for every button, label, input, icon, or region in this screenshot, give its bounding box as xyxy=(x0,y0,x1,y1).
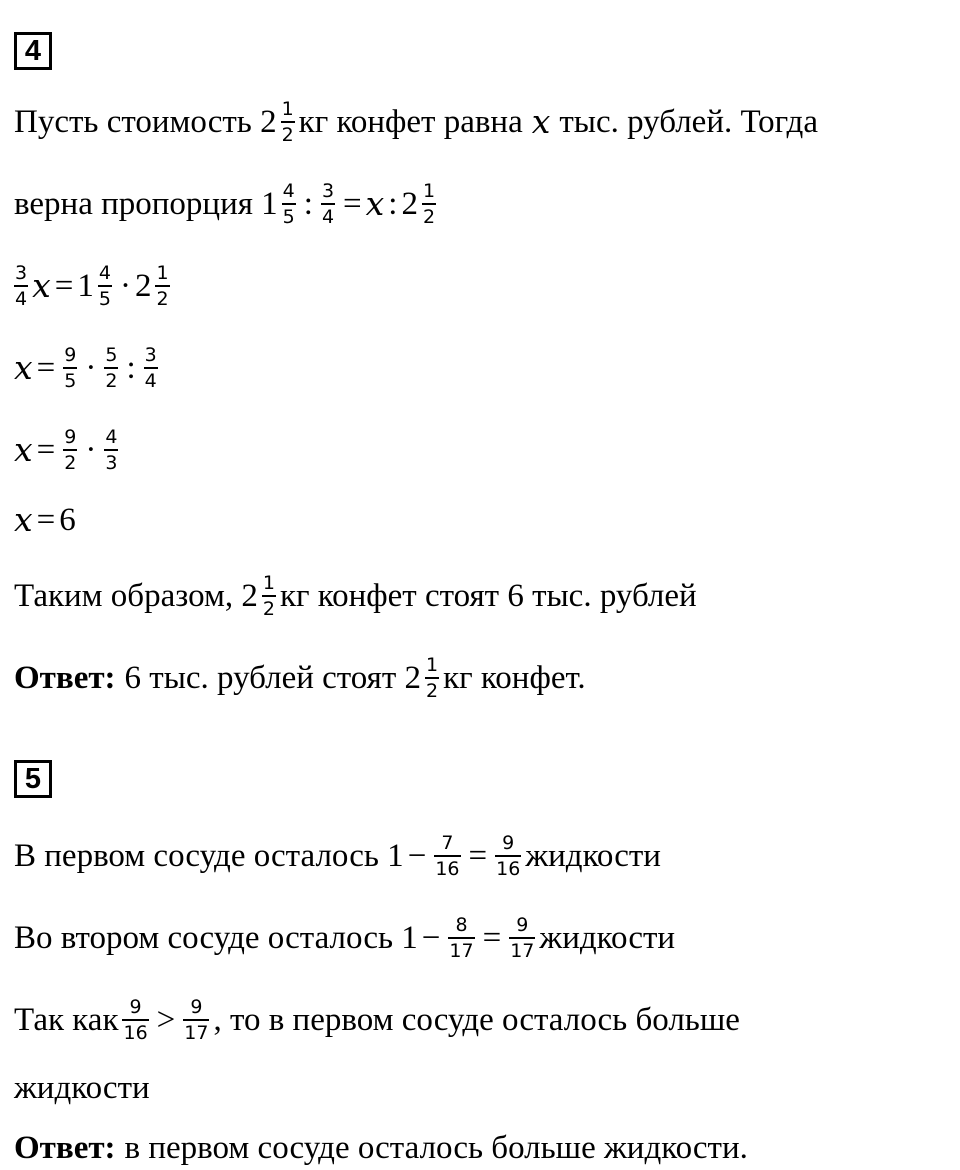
operator: − xyxy=(407,838,427,874)
variable: x xyxy=(14,430,33,469)
operator: = xyxy=(36,432,56,468)
fraction: $\frac{4}{3}$ xyxy=(105,426,118,474)
text: тыс. рублей. Тогда xyxy=(559,104,818,140)
operator: = xyxy=(36,502,56,538)
fraction: $\frac{9}{17}$ xyxy=(184,996,209,1044)
text: 2 xyxy=(401,186,418,222)
text: 1 xyxy=(77,268,94,304)
text: Таким образом, 2 xyxy=(14,578,258,614)
fraction: $\frac{1}{2}$ xyxy=(422,180,436,228)
task-5-number: 5 xyxy=(14,760,52,798)
task-5-line-4 xyxy=(14,1068,150,1108)
variable: x xyxy=(531,102,551,141)
task-4-line-5 xyxy=(14,426,122,474)
fraction: $\frac{1}{2}$ xyxy=(281,98,294,146)
fraction: $\frac{9}{2}$ xyxy=(64,426,77,474)
text: 6 тыс. рублей стоят 2 xyxy=(124,660,422,696)
fraction: $\frac{3}{4}$ xyxy=(15,262,28,310)
text: Во втором сосуде осталось 1 xyxy=(14,920,418,956)
text: жидкости xyxy=(525,838,661,874)
text: 2 xyxy=(134,268,152,304)
operator: · xyxy=(85,350,97,386)
text: кг конфет. xyxy=(443,660,586,696)
fraction: $\frac{1}{2}$ xyxy=(156,262,169,310)
fraction: $\frac{9}{16}$ xyxy=(123,996,148,1044)
fraction: $\frac{1}{2}$ xyxy=(426,654,439,702)
fraction: $\frac{9}{5}$ xyxy=(64,344,77,392)
fraction: $\frac{3}{4}$ xyxy=(321,180,335,228)
text: кг конфет равна xyxy=(298,104,523,140)
variable: x xyxy=(32,266,51,305)
fraction: $\frac{4}{5}$ xyxy=(282,180,295,228)
fraction: $\frac{3}{4}$ xyxy=(144,344,157,392)
operator: : xyxy=(303,186,313,222)
fraction: $\frac{9}{17}$ xyxy=(510,914,535,962)
fraction: $\frac{8}{17}$ xyxy=(449,914,474,962)
task-4-answer xyxy=(14,654,586,702)
task-4-line-6 xyxy=(14,500,76,540)
answer-label: Ответ: xyxy=(14,1130,116,1166)
text: жидкости xyxy=(539,920,676,956)
fraction: $\frac{5}{2}$ xyxy=(105,344,118,392)
task-4-line-4 xyxy=(14,344,162,392)
text: жидкости xyxy=(14,1070,150,1106)
task-4-line-2 xyxy=(14,180,440,228)
text: верна пропорция 1 xyxy=(14,186,278,222)
answer-label: Ответ: xyxy=(14,660,116,696)
variable: x xyxy=(14,500,33,539)
task-5-line-3 xyxy=(14,996,740,1044)
text: кг конфет стоят 6 тыс. рублей xyxy=(279,578,697,614)
variable: x xyxy=(365,184,385,223)
operator: : xyxy=(388,186,398,222)
operator: − xyxy=(421,920,441,956)
task-5-line-1 xyxy=(14,832,661,880)
fraction: $\frac{9}{16}$ xyxy=(496,832,521,880)
operator: = xyxy=(36,350,56,386)
operator: · xyxy=(85,432,97,468)
text: 6 xyxy=(59,502,76,538)
text: в первом сосуде осталось больше жидкости. xyxy=(124,1130,748,1166)
text: , то в первом сосуде осталось больше xyxy=(213,1002,740,1038)
text: В первом сосуде осталось 1 xyxy=(14,838,404,874)
task-4-number: 4 xyxy=(14,32,52,70)
operator: · xyxy=(119,268,131,304)
operator: = xyxy=(343,186,362,222)
text: Так как xyxy=(14,1002,119,1038)
task-5-line-2 xyxy=(14,914,675,962)
fraction: $\frac{1}{2}$ xyxy=(262,572,275,620)
variable: x xyxy=(14,348,33,387)
task-5-answer xyxy=(14,1128,748,1168)
fraction: $\frac{7}{16}$ xyxy=(435,832,460,880)
operator: : xyxy=(126,350,136,386)
task-4-line-1 xyxy=(14,98,818,146)
operator: = xyxy=(54,268,74,304)
operator: = xyxy=(482,920,502,956)
text: Пусть стоимость 2 xyxy=(14,104,277,140)
task-4-line-3 xyxy=(14,262,174,310)
operator: = xyxy=(468,838,488,874)
task-4-line-7 xyxy=(14,572,697,620)
fraction: $\frac{4}{5}$ xyxy=(98,262,111,310)
operator: > xyxy=(156,1002,176,1038)
